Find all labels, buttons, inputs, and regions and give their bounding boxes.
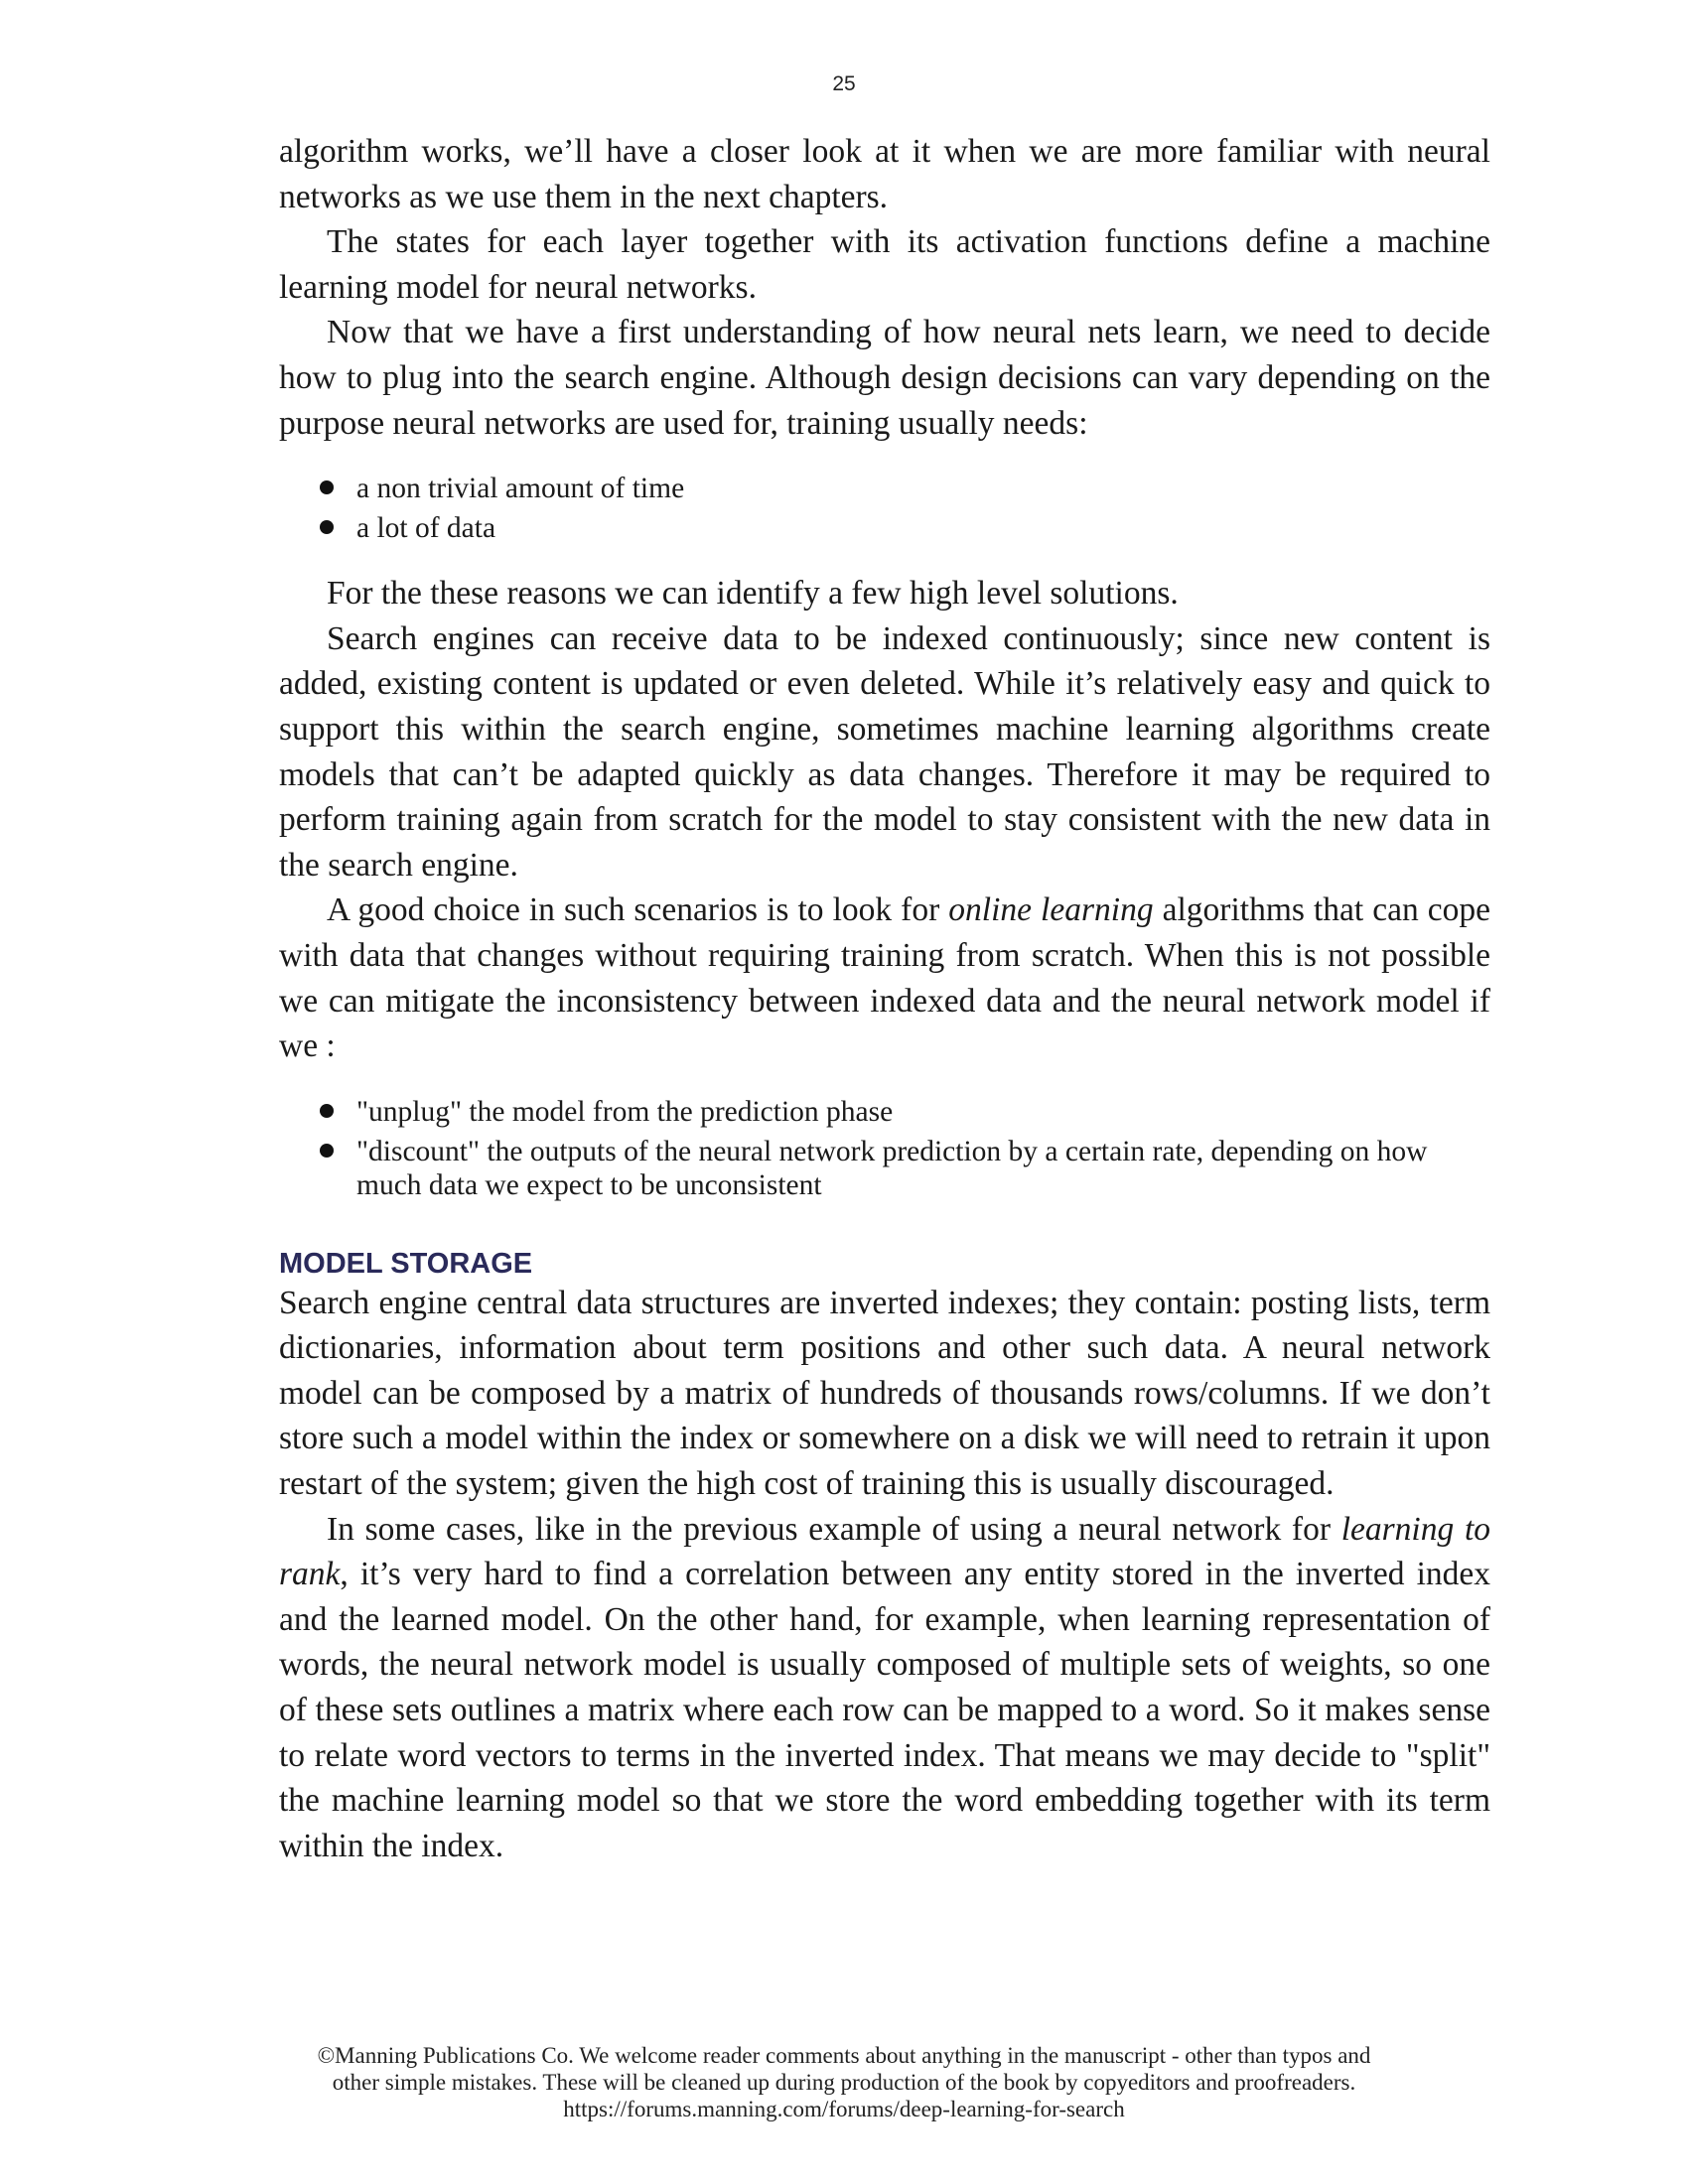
paragraph-word-embeddings: In some cases, like in the previous example of using a neural network for learning to rank, it’s very hard to find a correlation between any entity stored in the inverted index and the learned model. On the other hand, for example, when learning representation of words, the neural network model is usually composed of multiple sets of weights, so one of these sets outlines a matrix where each row can be mapped to a word. So it makes sense to relate word vectors to terms in the inverted index. That means we may decide to "split" the machine learning model so that we store the word embedding together with its term within the index.	[279, 1510, 1490, 1864]
list-item: a non trivial amount of time	[279, 472, 1490, 505]
page-footer	[0, 2042, 1688, 2122]
footer-notice-line: other simple mistakes. These will be cleaned up during production of the book by copyeditors and proofreaders.	[332, 2070, 1356, 2095]
mitigation-list	[279, 1095, 1490, 1202]
bullet-icon	[320, 1104, 334, 1118]
training-needs-list	[279, 472, 1490, 545]
main-content	[279, 129, 1490, 1868]
paragraph-continuation: algorithm works, we’ll have a closer look at it when we are more familiar with neural networks as we use them in the next chapters.	[279, 133, 1490, 215]
bullet-icon	[320, 520, 334, 534]
list-item: a lot of data	[279, 511, 1490, 545]
list-item: "discount" the outputs of the neural network prediction by a certain rate, depending on how much data we expect to be unconsistent	[279, 1135, 1490, 1202]
paragraph-online-learning: A good choice in such scenarios is to look for online learning algorithms that can cope with data that changes without requiring training from scratch. When this is not possible we can mitigate the inconsistency between indexed data and the neural network model if we :	[279, 891, 1490, 1065]
page-number: 25	[832, 72, 856, 95]
emphasis-online-learning: online learning	[948, 891, 1154, 929]
paragraph-reasons: For the these reasons we can identify a few high level solutions.	[327, 575, 1179, 613]
footer-forum-link[interactable]: https://forums.manning.com/forums/deep-learning-for-search	[563, 2097, 1125, 2121]
list-item: "unplug" the model from the prediction phase	[279, 1095, 1490, 1129]
paragraph-inverted-indexes: Search engine central data structures are inverted indexes; they contain: posting lists, term dictionaries, information about term positions and other such data. A neural network model can be composed by a matrix of hundreds of thousands rows/columns. If we don’t store such a model within the index or somewhere on a disk we will need to retrain it upon restart of the system; given the high cost of training this is usually discouraged.	[279, 1284, 1490, 1503]
paragraph-layer-states: The states for each layer together with its activation functions define a machine learning model for neural networks.	[279, 223, 1490, 306]
emphasis-learning-to-rank: learning to rank	[279, 1510, 1490, 1593]
bullet-icon	[320, 1144, 334, 1158]
footer-copyright-line: ©Manning Publications Co. We welcome reader comments about anything in the manuscript - other than typos and	[317, 2043, 1371, 2068]
paragraph-continuous-indexing: Search engines can receive data to be indexed continuously; since new content is added, existing content is updated or even deleted. While it’s relatively easy and quick to support this within the search engine, sometimes machine learning algorithms create models that can’t be adapted quickly as data changes. Therefore it may be required to perform training again from scratch for the model to stay consistent with the new data in the search engine.	[279, 619, 1490, 884]
bullet-icon	[320, 480, 334, 494]
section-heading: MODEL STORAGE	[279, 1247, 533, 1280]
paragraph-plug-into-search-engine: Now that we have a first understanding of how neural nets learn, we need to decide how to plug into the search engine. Although design decisions can vary depending on the purpose neural networks are used for, training usually needs:	[279, 314, 1490, 442]
